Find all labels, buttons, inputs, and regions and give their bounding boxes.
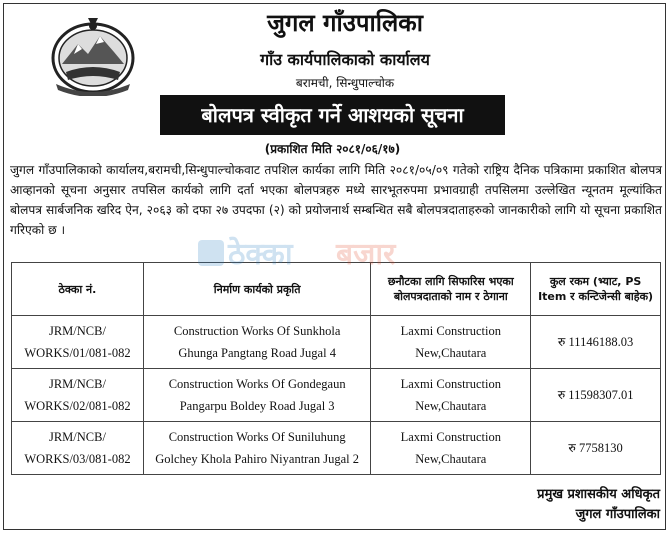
bidder-line: Laxmi Construction: [400, 377, 501, 391]
amount-cell: रु 7758130: [531, 422, 661, 475]
amount-cell: रु 11146188.03: [531, 316, 661, 369]
bidder-cell: [371, 316, 531, 369]
work-cell: [143, 369, 371, 422]
amount-cell: रु 11598307.01: [531, 369, 661, 422]
work-cell: [143, 316, 371, 369]
office-name: गाँउ कार्यपालिकाको कार्यालय: [260, 50, 430, 69]
header-work-nature: निर्माण कार्यको प्रकृति: [143, 263, 371, 316]
table-row: [12, 316, 661, 369]
work-line: Construction Works Of Gondegaun: [168, 377, 346, 391]
bidder-line: New,Chautara: [415, 346, 487, 360]
nepal-emblem-icon: [48, 14, 138, 96]
bidder-cell: [371, 369, 531, 422]
contract-no-line: WORKS/03/081-082: [24, 452, 131, 466]
contracts-table: [11, 262, 661, 475]
bidder-line: New,Chautara: [415, 452, 487, 466]
notice-body: जुगल गाँउपालिकाको कार्यालय,बरामची,सिन्धुपाल्चोकवाट तपशिल कार्यका लागि मिति २०८१/०५/०९ गतेको राष्ट्रिय दैनिक पत्रिकामा प्रकाशित बोलपत्र आव्हानको सूचना अनुसार तपसिल कार्यको लागि दर्ता भएका बोलपत्रहरु मध्ये सारभूतरुपमा प्रभावग्राही तपसिलमा उल्लेखित न्यूनतम मूल्यांकित बोलपत्र सार्बजनिक खरिद ऐन, २०६३ को दफा २७ उपदफा (२) को प्रयोजनार्थ सम्बन्धित सबै बोलपत्रदाताहरुको जानकारीको लागि यो सूचना प्रकाशित गरिएको छ ।: [10, 163, 662, 237]
contract-no-line: WORKS/01/081-082: [24, 346, 131, 360]
publish-date: (प्रकाशित मिति २०८१/०६/१७): [264, 142, 401, 156]
work-line: Pangarpu Boldey Road Jugal 3: [179, 399, 335, 413]
contract-no-cell: [12, 369, 144, 422]
signatory-organization: जुगल गाँउपालिका: [575, 507, 660, 522]
header-contract-no: ठेक्का नं.: [12, 263, 144, 316]
bidder-line: Laxmi Construction: [400, 430, 501, 444]
contract-no-line: JRM/NCB/: [48, 377, 106, 391]
signatory-title: प्रमुख प्रशासकीय अधिकृत: [537, 487, 660, 502]
table-row: [12, 369, 661, 422]
header-amount: कुल रकम (भ्याट, PS Item र कन्टिजेन्सी बाहेक): [531, 263, 661, 316]
work-line: Ghunga Pangtang Road Jugal 4: [178, 346, 336, 360]
contract-no-line: JRM/NCB/: [48, 430, 106, 444]
work-line: Golchey Khola Pahiro Niyantran Jugal 2: [155, 452, 360, 466]
work-line: Construction Works Of Sunkhola: [173, 324, 341, 338]
watermark-logo: [198, 232, 468, 292]
bidder-line: Laxmi Construction: [400, 324, 501, 338]
contract-no-line: WORKS/02/081-082: [24, 399, 131, 413]
work-cell: [143, 422, 371, 475]
contract-no-cell: [12, 316, 144, 369]
contract-no-line: JRM/NCB/: [48, 324, 106, 338]
contract-no-cell: [12, 422, 144, 475]
watermark-badge: [198, 240, 224, 266]
header-bidder: छनौटका लागि सिफारिस भएका बोलपत्रदाताको नाम र ठेगाना: [371, 263, 531, 316]
bidder-cell: [371, 422, 531, 475]
office-location: बरामची, सिन्धुपाल्चोक: [295, 76, 395, 90]
bidder-line: New,Chautara: [415, 399, 487, 413]
watermark-text-primary: ठेक्का: [228, 237, 293, 272]
watermark-text-secondary: बजार: [336, 237, 396, 272]
work-line: Construction Works Of Suniluhung: [168, 430, 346, 444]
table-row: [12, 422, 661, 475]
organization-name: जुगल गाँउपालिका: [267, 9, 423, 37]
notice-headline: बोलपत्र स्वीकृत गर्ने आशयको सूचना: [160, 95, 505, 135]
